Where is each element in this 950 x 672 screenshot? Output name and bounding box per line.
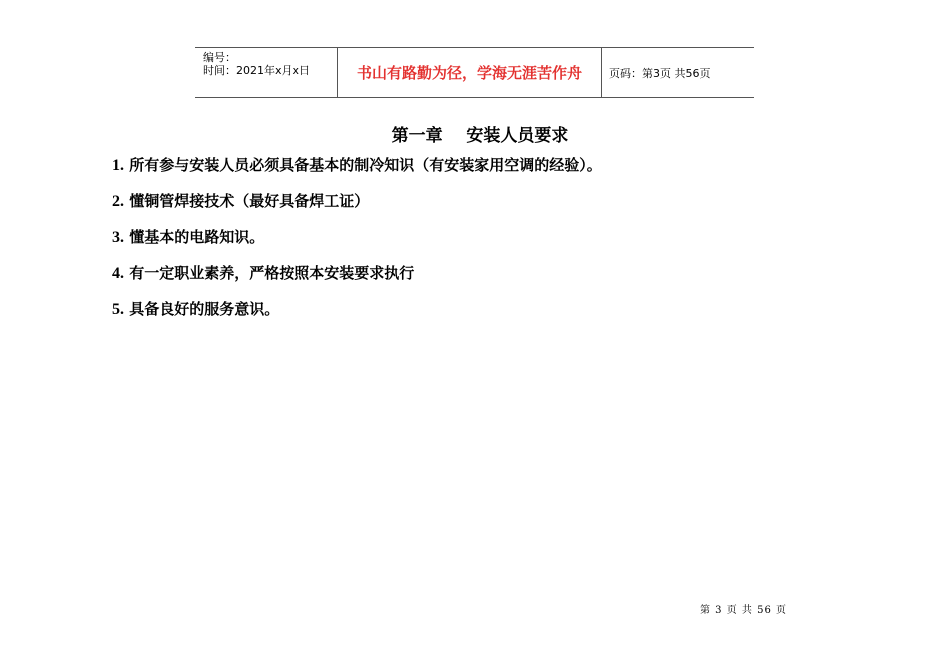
list-item-text: 所有参与安装人员必须具备基本的制冷知识（有安装家用空调的经验）。	[129, 156, 602, 174]
list-item-text: 懂基本的电路知识。	[129, 228, 265, 246]
list-item-number: 2.	[112, 193, 124, 210]
list-item-number: 3.	[112, 229, 124, 246]
footer-page-number: 第 3 页 共 56 页	[700, 605, 787, 616]
header-page-cell	[602, 48, 754, 97]
list-item-number: 4.	[112, 265, 124, 282]
document-header	[195, 47, 754, 98]
list-item	[112, 154, 602, 190]
list-item	[112, 226, 602, 262]
header-page-label: 页码：第3页 共56页	[609, 66, 711, 80]
list-item-text: 懂铜管焊接技术（最好具备焊工证）	[129, 192, 370, 210]
list-item	[112, 190, 602, 226]
list-item	[112, 298, 602, 334]
document-number-label: 编号：	[203, 51, 236, 64]
document-time-label: 时间：2021年x月x日	[203, 64, 311, 77]
chapter-title: 第一章 安装人员要求	[391, 126, 569, 146]
list-item-number: 1.	[112, 157, 124, 174]
list-item-text: 具备良好的服务意识。	[129, 300, 280, 318]
requirements-list	[112, 154, 602, 334]
list-item-text: 有一定职业素养，严格按照本安装要求执行	[129, 264, 415, 282]
list-item	[112, 262, 602, 298]
header-motto: 书山有路勤为径，学海无涯苦作舟	[356, 64, 582, 82]
header-motto-cell	[338, 48, 602, 97]
list-item-number: 5.	[112, 301, 124, 318]
header-meta-cell	[195, 48, 338, 97]
